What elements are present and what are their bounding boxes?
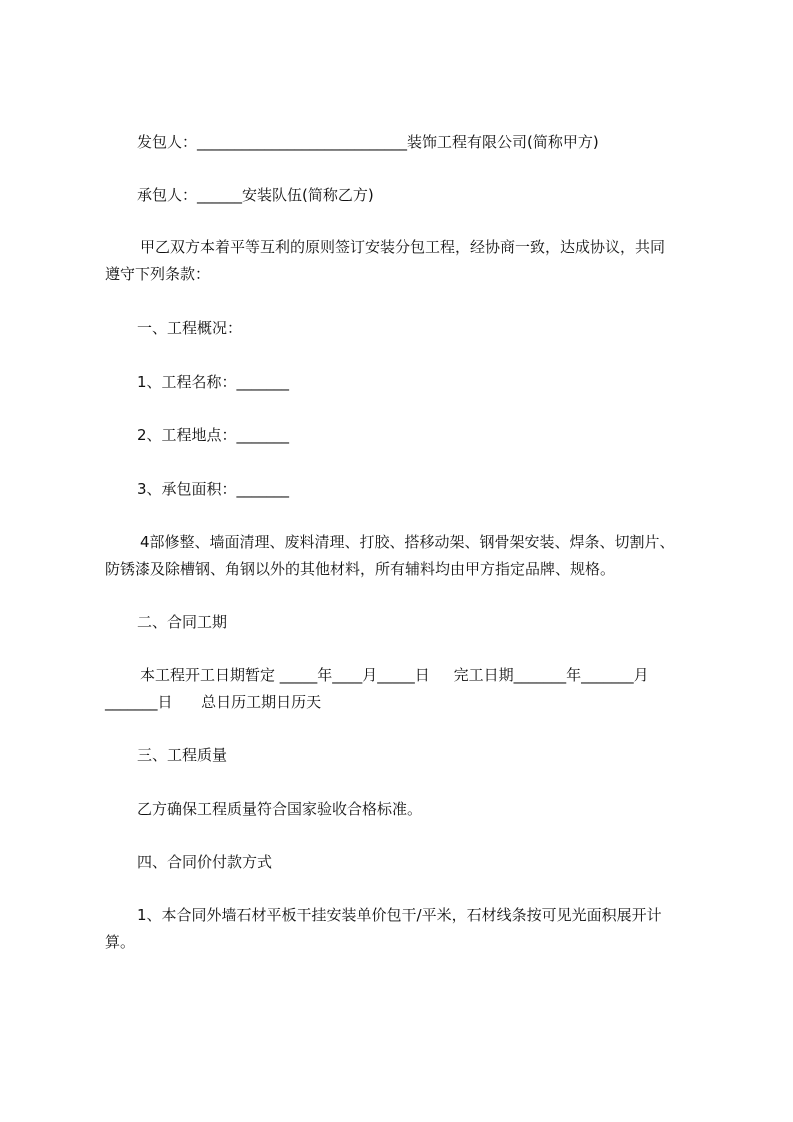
- scope-paragraph-line2: 防锈漆及除槽钢、角钢以外的其他材料，所有辅料均由甲方指定品牌、规格。: [105, 560, 616, 578]
- employer-line: 发包人：____________________________装饰工程有限公司(简称甲方): [137, 133, 599, 151]
- project-name-item: 1、工程名称：_______: [137, 373, 290, 391]
- scope-paragraph-line1: 4部修整、墙面清理、废料清理、打胶、搭移动架、钢骨架安装、焊条、切割片、: [140, 533, 675, 551]
- section2-heading: 二、合同工期: [137, 613, 228, 631]
- project-location-item: 2、工程地点：_______: [137, 426, 290, 444]
- schedule-line2: _______日 总日历工期日历天: [105, 693, 322, 711]
- payment-paragraph-line2: 算。: [105, 933, 136, 951]
- intro-paragraph-line2: 遵守下列条款：: [105, 265, 211, 283]
- section3-heading: 三、工程质量: [137, 746, 228, 764]
- schedule-line1: 本工程开工日期暂定 _____年____月_____日 完工日期_______年_______月: [140, 666, 649, 684]
- section4-heading: 四、合同价付款方式: [137, 853, 273, 871]
- quality-statement: 乙方确保工程质量符合国家验收合格标准。: [137, 800, 423, 818]
- intro-paragraph-line1: 甲乙双方本着平等互利的原则签订安装分包工程，经协商一致，达成协议，共同: [140, 238, 666, 256]
- contract-area-item: 3、承包面积：_______: [137, 480, 290, 498]
- contractor-line: 承包人：______安装队伍(简称乙方): [137, 186, 374, 204]
- section1-heading: 一、工程概况：: [137, 319, 243, 337]
- payment-paragraph-line1: 1、本合同外墙石材平板干挂安装单价包干/平米，石材线条按可见光面积展开计: [137, 906, 662, 924]
